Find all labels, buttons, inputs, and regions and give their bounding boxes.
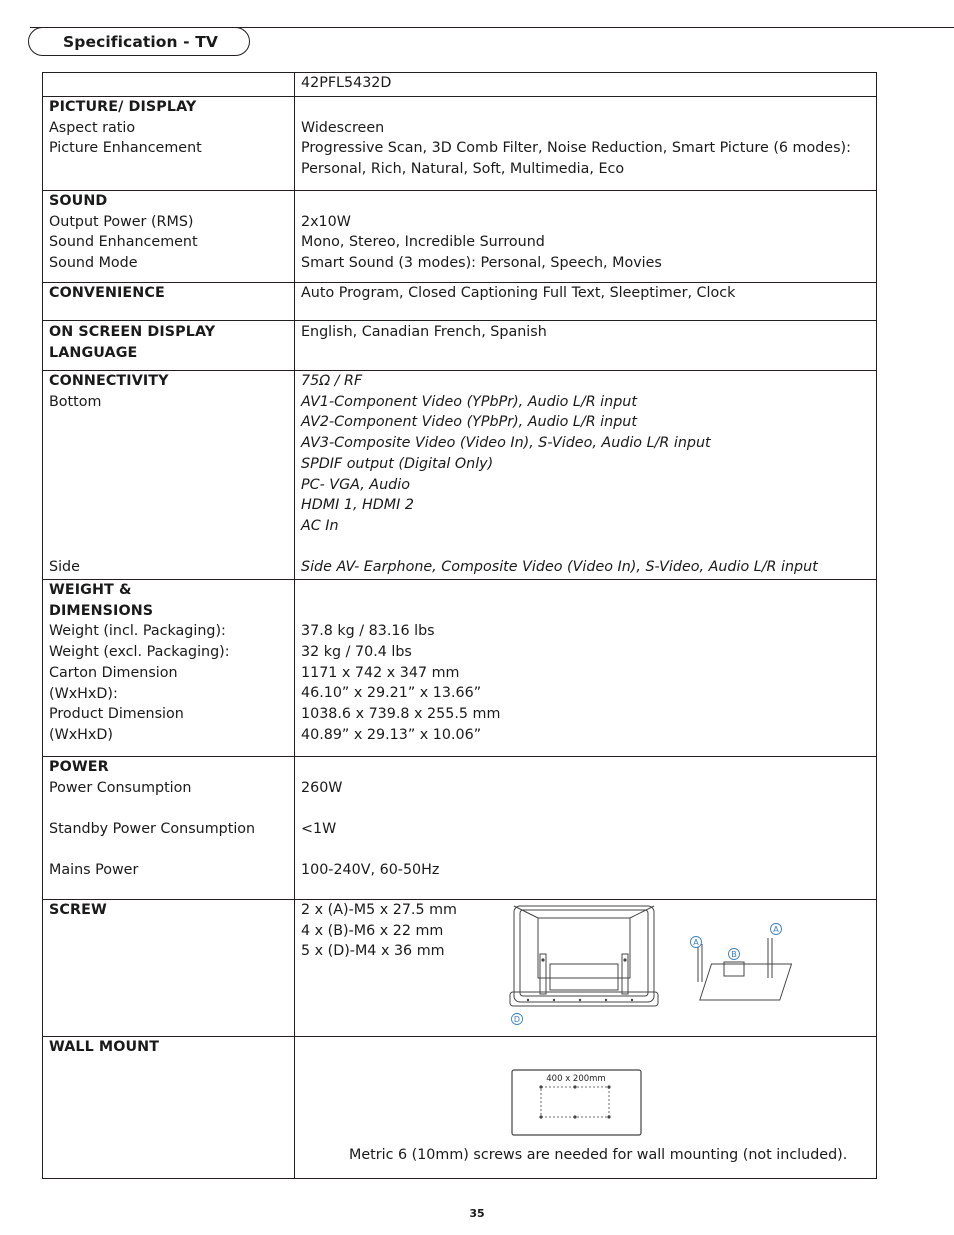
model-cell bbox=[295, 73, 877, 97]
weight-value: 32 kg / 70.4 lbs bbox=[301, 644, 412, 661]
connectivity-value: 75Ω / RF bbox=[301, 373, 363, 389]
connectivity-label-side: Side bbox=[49, 559, 80, 576]
screw-value: 4 x (B)-M6 x 22 mm bbox=[301, 922, 444, 939]
table-row-screw bbox=[43, 900, 877, 1037]
power-value: 100-240V, 60-50Hz bbox=[301, 862, 440, 879]
weight-header: DIMENSIONS bbox=[49, 602, 154, 619]
connectivity-value: AV3-Composite Video (Video In), S-Video, Audio L/R input bbox=[301, 435, 711, 452]
sound-value: 2x10W bbox=[301, 213, 351, 230]
osd-header: ON SCREEN DISPLAY bbox=[49, 324, 216, 340]
weight-value-cell bbox=[295, 580, 877, 757]
sound-label: Sound Enhancement bbox=[49, 234, 198, 251]
wall-mount-value-cell bbox=[295, 1037, 877, 1179]
sound-header: SOUND bbox=[49, 193, 108, 209]
osd-header: LANGUAGE bbox=[49, 344, 138, 361]
weight-value: 1171 x 742 x 347 mm bbox=[301, 664, 460, 681]
callout-d-label: D bbox=[513, 1015, 521, 1024]
connectivity-header: CONNECTIVITY bbox=[49, 373, 169, 389]
table-row-weight bbox=[43, 580, 877, 757]
weight-label: (WxHxD) bbox=[49, 726, 113, 743]
weight-label: (WxHxD): bbox=[49, 685, 118, 702]
connectivity-value: PC- VGA, Audio bbox=[301, 476, 410, 493]
picture-value-cell bbox=[295, 97, 877, 191]
model-value: 42PFL5432D bbox=[301, 75, 392, 91]
callout-a-label: A bbox=[693, 938, 699, 947]
picture-label-cell bbox=[43, 97, 295, 191]
weight-value: 46.10” x 29.21” x 13.66” bbox=[301, 685, 482, 702]
connectivity-side-value: Side AV- Earphone, Composite Video (Video In), S-Video, Audio L/R input bbox=[301, 559, 818, 576]
page-number: 35 bbox=[469, 1207, 485, 1220]
connectivity-value: AC In bbox=[301, 517, 339, 534]
power-label: Power Consumption bbox=[49, 779, 192, 796]
screw-value: 2 x (A)-M5 x 27.5 mm bbox=[301, 902, 457, 918]
sound-value-cell bbox=[295, 191, 877, 283]
wall-mount-diagram bbox=[511, 1069, 643, 1137]
model-label-cell bbox=[43, 73, 295, 97]
table-row-picture bbox=[43, 97, 877, 191]
table-row-convenience bbox=[43, 283, 877, 321]
picture-header: PICTURE/ DISPLAY bbox=[49, 99, 197, 115]
table-row-power bbox=[43, 757, 877, 900]
section-title: Specification - TV bbox=[63, 33, 218, 51]
table-row-wall-mount bbox=[43, 1037, 877, 1179]
weight-value: 1038.6 x 739.8 x 255.5 mm bbox=[301, 706, 501, 723]
weight-label: Weight (excl. Packaging): bbox=[49, 644, 230, 661]
wall-mount-header: WALL MOUNT bbox=[49, 1039, 160, 1055]
wall-mount-label-cell bbox=[43, 1037, 295, 1179]
screw-diagram bbox=[506, 904, 796, 1029]
sound-label: Output Power (RMS) bbox=[49, 213, 194, 230]
table-row-sound bbox=[43, 191, 877, 283]
convenience-value-cell bbox=[295, 283, 877, 321]
weight-label-cell bbox=[43, 580, 295, 757]
connectivity-value: AV2-Component Video (YPbPr), Audio L/R input bbox=[301, 414, 637, 431]
sound-value: Mono, Stereo, Incredible Surround bbox=[301, 234, 545, 251]
power-header: POWER bbox=[49, 759, 109, 775]
convenience-value: Auto Program, Closed Captioning Full Text, Sleeptimer, Clock bbox=[301, 285, 736, 301]
power-value: <1W bbox=[301, 821, 337, 838]
sound-label-cell bbox=[43, 191, 295, 283]
weight-value: 40.89” x 29.13” x 10.06” bbox=[301, 726, 482, 743]
weight-label: Carton Dimension bbox=[49, 664, 178, 681]
convenience-header: CONVENIENCE bbox=[49, 285, 165, 301]
picture-value: Progressive Scan, 3D Comb Filter, Noise Reduction, Smart Picture (6 modes): bbox=[301, 140, 851, 157]
picture-value: Widescreen bbox=[301, 119, 385, 136]
screw-label-cell bbox=[43, 900, 295, 1037]
connectivity-value: SPDIF output (Digital Only) bbox=[301, 455, 494, 472]
osd-label-cell bbox=[43, 321, 295, 371]
sound-label: Sound Mode bbox=[49, 255, 138, 272]
connectivity-label-cell bbox=[43, 371, 295, 580]
power-value-cell bbox=[295, 757, 877, 900]
picture-label: Aspect ratio bbox=[49, 119, 136, 136]
wall-mount-note: Metric 6 (10mm) screws are needed for wall mounting (not included). bbox=[349, 1147, 848, 1163]
sound-value: Smart Sound (3 modes): Personal, Speech, Movies bbox=[301, 255, 662, 272]
section-title-tab bbox=[28, 27, 250, 56]
connectivity-label-bottom: Bottom bbox=[49, 393, 102, 410]
power-label: Mains Power bbox=[49, 862, 139, 879]
connectivity-value-cell bbox=[295, 371, 877, 580]
weight-header: WEIGHT & bbox=[49, 582, 132, 598]
osd-value: English, Canadian French, Spanish bbox=[301, 324, 547, 340]
weight-label: Weight (incl. Packaging): bbox=[49, 623, 226, 640]
power-label-cell bbox=[43, 757, 295, 900]
screw-value-cell bbox=[295, 900, 877, 1037]
callout-b-label: B bbox=[731, 950, 737, 959]
callout-a-label: A bbox=[773, 925, 779, 934]
table-row-model bbox=[43, 73, 877, 97]
wall-mount-diagram-label: 400 x 200mm bbox=[546, 1074, 606, 1084]
picture-label: Picture Enhancement bbox=[49, 140, 202, 157]
weight-value: 37.8 kg / 83.16 lbs bbox=[301, 623, 435, 640]
osd-value-cell bbox=[295, 321, 877, 371]
power-label: Standby Power Consumption bbox=[49, 821, 256, 838]
convenience-label-cell bbox=[43, 283, 295, 321]
power-value: 260W bbox=[301, 779, 343, 796]
screw-header: SCREW bbox=[49, 902, 107, 918]
connectivity-value: AV1-Component Video (YPbPr), Audio L/R input bbox=[301, 393, 637, 410]
connectivity-value: HDMI 1, HDMI 2 bbox=[301, 497, 414, 514]
spec-table bbox=[42, 72, 877, 1179]
table-row-osd bbox=[43, 321, 877, 371]
picture-value: Personal, Rich, Natural, Soft, Multimedia, Eco bbox=[301, 161, 625, 178]
table-row-connectivity bbox=[43, 371, 877, 580]
screw-value: 5 x (D)-M4 x 36 mm bbox=[301, 943, 445, 960]
weight-label: Product Dimension bbox=[49, 706, 184, 723]
